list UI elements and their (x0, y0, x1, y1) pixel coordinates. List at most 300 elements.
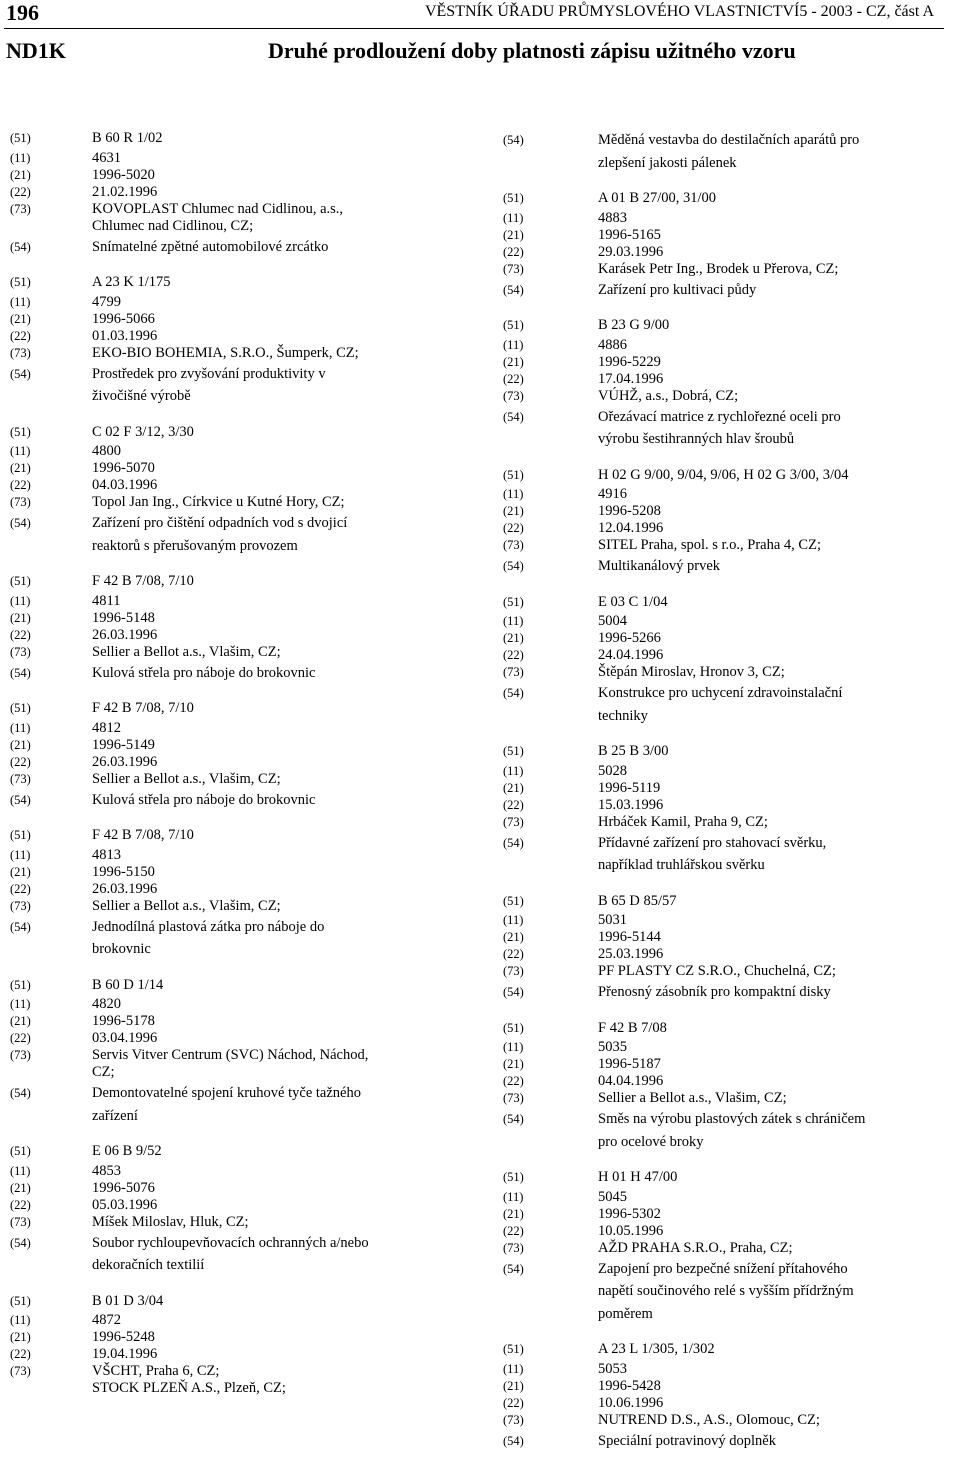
field-code: (73) (503, 1412, 524, 1427)
field-value: 01.03.1996 (92, 327, 158, 344)
field-value: 1996-5302 (598, 1205, 661, 1222)
field-code: (21) (503, 930, 524, 944)
field-code (503, 153, 598, 174)
field-row (10, 571, 430, 592)
field-value: B 25 B 3/00 (598, 743, 669, 759)
field-row (10, 1013, 430, 1030)
field-row (10, 771, 430, 788)
field-value: pro ocelové broky (598, 1133, 704, 1150)
field-code: (21) (10, 311, 31, 326)
field-code: (21) (10, 167, 31, 182)
page-number: 196 (6, 0, 39, 25)
field-value: PF PLASTY CZ S.R.O., Chuchelná, CZ; (598, 963, 836, 979)
field-row (503, 1361, 943, 1378)
field-code: (22) (10, 1347, 31, 1361)
field-code: (73) (10, 898, 31, 913)
field-row (503, 1431, 943, 1452)
field-code: (54) (10, 366, 31, 381)
patent-entry (10, 825, 430, 960)
field-value: živočišné výrobě (92, 388, 191, 404)
field-code: (73) (10, 644, 31, 659)
field-value: 10.05.1996 (598, 1222, 664, 1239)
field-code: (51) (10, 701, 31, 715)
field-row (503, 814, 943, 831)
field-code: (21) (503, 780, 524, 795)
field-code: (22) (503, 797, 524, 812)
field-row (10, 150, 430, 167)
field-row (503, 354, 943, 371)
continued-entry-title (503, 130, 943, 173)
field-code: (11) (10, 847, 31, 862)
field-code: (11) (503, 913, 524, 927)
field-code: (54) (503, 835, 524, 850)
field-row (10, 443, 430, 460)
field-value: NUTREND D.S., A.S., Olomouc, CZ; (598, 1411, 820, 1428)
field-code: (11) (10, 150, 31, 165)
field-value: Prostředek pro zvyšování produktivity v (92, 365, 326, 382)
field-row (503, 1206, 943, 1223)
field-value: Přídavné zařízení pro stahovací svěrku, (598, 834, 827, 851)
field-code (503, 1281, 598, 1302)
field-value: 4916 (598, 486, 627, 502)
field-value: STOCK PLZEŇ A.S., Plzeň, CZ; (92, 1380, 286, 1396)
field-row (10, 1047, 430, 1064)
field-value: Speciální potravinový doplněk (598, 1432, 776, 1449)
field-code: (11) (10, 294, 31, 309)
patent-entry (10, 1291, 430, 1398)
field-code (10, 386, 92, 407)
field-row (503, 592, 943, 613)
field-value: 15.03.1996 (598, 796, 664, 813)
field-value: B 60 R 1/02 (92, 130, 163, 146)
field-value: KOVOPLAST Chlumec nad Cidlinou, a.s., (92, 200, 344, 217)
field-row (10, 364, 430, 385)
field-row (10, 825, 430, 846)
field-value: Sellier a Bellot a.s., Vlašim, CZ; (598, 1090, 787, 1106)
field-row (10, 1141, 430, 1162)
field-code: (11) (503, 1189, 524, 1204)
field-row (503, 1412, 943, 1429)
field-row (10, 513, 430, 534)
field-row (503, 556, 943, 577)
field-value: A 23 K 1/175 (92, 274, 171, 290)
field-value: Karásek Petr Ing., Brodek u Přerova, CZ; (598, 260, 839, 277)
field-code: (21) (503, 1378, 524, 1393)
field-value: 5028 (598, 762, 627, 779)
field-code: (11) (503, 614, 524, 628)
field-value: 4800 (92, 443, 121, 459)
field-row (10, 1233, 430, 1254)
field-value: poměrem (598, 1305, 653, 1322)
field-code: (22) (10, 1197, 31, 1212)
field-value: B 60 D 1/14 (92, 976, 164, 993)
field-row (503, 855, 943, 876)
field-row (503, 486, 943, 503)
field-row (503, 520, 943, 537)
field-code: (22) (503, 947, 524, 961)
field-row (10, 663, 430, 684)
field-code: (21) (503, 1206, 524, 1221)
field-code: (51) (503, 318, 524, 332)
field-row (10, 237, 430, 258)
field-row (503, 630, 943, 647)
field-row (503, 741, 943, 762)
field-row (10, 184, 430, 201)
field-row (10, 1197, 430, 1214)
field-value: 1996-5178 (92, 1013, 155, 1029)
field-row (503, 1259, 943, 1280)
field-row (503, 912, 943, 929)
field-code (503, 1304, 598, 1325)
patent-entry (10, 975, 430, 1127)
field-value: 05.03.1996 (92, 1196, 158, 1213)
field-value: výrobu šestihranných hlav šroubů (598, 431, 795, 447)
field-code (10, 1106, 92, 1127)
field-code: (54) (503, 1261, 524, 1276)
field-row (503, 1056, 943, 1073)
field-value: 1996-5066 (92, 310, 155, 327)
field-row (503, 503, 943, 520)
field-value: 1996-5070 (92, 460, 155, 476)
field-row (503, 1090, 943, 1107)
field-code: (21) (10, 610, 31, 625)
field-code: (11) (10, 593, 31, 608)
field-code: (73) (503, 1091, 524, 1105)
field-value: 4883 (598, 209, 627, 226)
patent-entry (10, 698, 430, 810)
field-code: (22) (10, 1031, 31, 1045)
field-code: (11) (10, 444, 31, 458)
field-value: Demontovatelné spojení kruhové tyče tažného (92, 1085, 361, 1101)
field-value: 25.03.1996 (598, 946, 664, 962)
field-row (10, 610, 430, 627)
field-code: (54) (10, 919, 31, 934)
field-code: (51) (503, 744, 524, 758)
field-row (503, 763, 943, 780)
field-value: Hrbáček Kamil, Praha 9, CZ; (598, 813, 768, 830)
field-value: SITEL Praha, spol. s r.o., Praha 4, CZ; (598, 537, 821, 553)
field-row (10, 1180, 430, 1197)
field-value: 24.04.1996 (598, 647, 664, 663)
field-value: 1996-5428 (598, 1377, 661, 1394)
field-row (503, 429, 943, 450)
field-value: 4872 (92, 1312, 121, 1328)
field-value: dekoračních textilií (92, 1257, 205, 1273)
field-value: brokovnic (92, 941, 151, 957)
field-row (10, 294, 430, 311)
field-row (10, 1106, 430, 1127)
field-value: Topol Jan Ing., Církvice u Kutné Hory, CZ; (92, 494, 345, 510)
field-value: Měděná vestavba do destilačních aparátů pro (598, 132, 860, 148)
field-value: 29.03.1996 (598, 243, 664, 260)
patent-entry (503, 592, 943, 727)
field-row (503, 1039, 943, 1056)
field-value: EKO-BIO BOHEMIA, S.R.O., Šumperk, CZ; (92, 344, 359, 361)
field-row (10, 720, 430, 737)
field-row (503, 388, 943, 405)
field-row (503, 929, 943, 946)
field-row (10, 1291, 430, 1312)
field-value: E 06 B 9/52 (92, 1143, 162, 1159)
field-value: Ořezávací matrice z rychlořezné oceli pro (598, 408, 841, 425)
field-code: (22) (10, 881, 31, 896)
field-value: CZ; (92, 1064, 115, 1080)
field-value: Míšek Miloslav, Hluk, CZ; (92, 1213, 249, 1230)
field-row (10, 1346, 430, 1363)
patent-entry (503, 1339, 943, 1451)
field-code: (54) (10, 1086, 31, 1100)
patent-entry (503, 1018, 943, 1153)
field-value: 4813 (92, 846, 121, 863)
field-code (503, 1132, 598, 1153)
field-value: A 01 B 27/00, 31/00 (598, 190, 717, 206)
field-row (10, 201, 430, 218)
field-row (10, 1064, 430, 1081)
field-code: (22) (10, 478, 31, 492)
field-row (10, 422, 430, 443)
field-value: například truhlářskou svěrku (598, 857, 765, 873)
field-value: 1996-5208 (598, 503, 661, 519)
field-code: (51) (10, 1144, 31, 1158)
field-row (503, 1378, 943, 1395)
field-row (503, 1240, 943, 1257)
field-code (10, 939, 92, 960)
field-code: (11) (10, 997, 31, 1011)
field-value: C 02 F 3/12, 3/30 (92, 423, 194, 440)
field-value: Přenosný zásobník pro kompaktní disky (598, 984, 831, 1000)
field-code: (22) (503, 244, 524, 259)
field-code: (54) (503, 282, 524, 297)
field-code: (54) (503, 985, 524, 999)
field-value: 1996-5266 (598, 630, 661, 646)
field-value: reaktorů s přerušovaným provozem (92, 537, 298, 554)
field-code: (54) (10, 792, 31, 807)
field-value: 03.04.1996 (92, 1030, 158, 1046)
field-row (503, 188, 943, 209)
header-rule (4, 28, 944, 29)
field-row (503, 891, 943, 912)
field-code: (21) (503, 1057, 524, 1071)
field-row (10, 881, 430, 898)
field-code: (21) (503, 504, 524, 518)
field-row (10, 1329, 430, 1346)
patent-entry (503, 891, 943, 1003)
field-row (503, 465, 943, 486)
field-value: 5035 (598, 1039, 627, 1055)
field-code: (22) (10, 754, 31, 769)
field-code: (73) (10, 345, 31, 360)
field-value: Servis Vitver Centrum (SVC) Náchod, Náchod, (92, 1047, 369, 1063)
field-code: (22) (503, 1223, 524, 1238)
field-row (10, 737, 430, 754)
field-value: H 01 H 47/00 (598, 1169, 678, 1185)
field-value: Sellier a Bellot a.s., Vlašim, CZ; (92, 897, 281, 914)
field-row (10, 1030, 430, 1047)
field-code: (22) (503, 1074, 524, 1088)
field-row (10, 864, 430, 881)
field-code: (51) (10, 828, 31, 842)
field-code: (54) (503, 409, 524, 424)
field-value: 4820 (92, 996, 121, 1012)
field-value: 12.04.1996 (598, 520, 664, 536)
field-code: (51) (503, 1170, 524, 1184)
field-code: (21) (503, 354, 524, 369)
field-value: B 23 G 9/00 (598, 317, 670, 333)
field-value: 1996-5119 (598, 779, 661, 796)
field-code (503, 429, 598, 450)
field-value: 1996-5149 (92, 736, 155, 753)
field-code (10, 1064, 92, 1081)
field-code: (54) (10, 239, 31, 254)
field-code: (21) (10, 461, 31, 475)
patent-entry (10, 128, 430, 257)
field-row (503, 706, 943, 727)
field-row (10, 1083, 430, 1104)
patent-entry (503, 315, 943, 450)
patent-entry (10, 571, 430, 683)
field-row (503, 1167, 943, 1188)
field-row (503, 130, 943, 151)
field-code: (73) (503, 665, 524, 679)
field-row (10, 218, 430, 235)
field-code: (51) (10, 977, 31, 992)
field-row (503, 613, 943, 630)
field-code: (54) (10, 665, 31, 680)
field-code: (22) (10, 184, 31, 199)
field-code: (11) (10, 1313, 31, 1327)
field-code: (73) (503, 538, 524, 552)
field-row (10, 898, 430, 915)
field-row (503, 280, 943, 301)
field-code: (22) (503, 1395, 524, 1410)
left-column (10, 128, 430, 1412)
field-value: 1996-5144 (598, 929, 661, 945)
field-code: (73) (503, 964, 524, 978)
field-value: zlepšení jakosti pálenek (598, 154, 737, 171)
field-code: (22) (503, 371, 524, 386)
field-code (503, 706, 598, 727)
field-code: (54) (503, 1112, 524, 1126)
field-value: 1996-5150 (92, 863, 155, 880)
field-value: napětí součinového relé s vyšším přídržným (598, 1283, 854, 1299)
field-code: (51) (503, 893, 524, 908)
field-code: (51) (503, 1342, 524, 1356)
field-value: 1996-5076 (92, 1179, 155, 1196)
field-code: (73) (503, 388, 524, 403)
field-row (503, 946, 943, 963)
field-code: (21) (503, 631, 524, 645)
field-value: F 42 B 7/08, 7/10 (92, 827, 194, 843)
field-row (10, 1214, 430, 1231)
field-value: F 42 B 7/08, 7/10 (92, 573, 194, 589)
field-value: F 42 B 7/08, 7/10 (92, 700, 194, 716)
field-value: Sellier a Bellot a.s., Vlašim, CZ; (92, 770, 281, 787)
patent-entry (503, 741, 943, 876)
field-row (503, 244, 943, 261)
field-code: (54) (503, 133, 524, 147)
field-code: (73) (503, 1240, 524, 1255)
field-code: (21) (10, 864, 31, 879)
field-value: 1996-5187 (598, 1056, 661, 1072)
field-code: (51) (503, 594, 524, 609)
field-value: zařízení (92, 1107, 138, 1124)
journal-title: VĚSTNÍK ÚŘADU PRŮMYSLOVÉHO VLASTNICTVÍ5 - 2003 - CZ, část A (424, 3, 934, 20)
field-value: B 01 D 3/04 (92, 1292, 164, 1309)
field-code: (21) (10, 737, 31, 752)
field-value: 10.06.1996 (598, 1394, 664, 1411)
field-row (503, 1109, 943, 1130)
field-row (503, 1189, 943, 1206)
field-code: (73) (10, 1048, 31, 1062)
field-row (503, 1132, 943, 1153)
field-value: 4812 (92, 719, 121, 736)
field-row (503, 537, 943, 554)
field-value: 1996-5229 (598, 353, 661, 370)
field-value: Snímatelné zpětné automobilové zrcátko (92, 238, 329, 255)
field-row (10, 272, 430, 293)
field-value: Zapojení pro bezpečné snížení přítahového (598, 1260, 848, 1277)
field-value: 1996-5165 (598, 226, 661, 243)
field-row (10, 477, 430, 494)
field-row (10, 754, 430, 771)
field-code: (22) (503, 521, 524, 535)
field-code: (21) (10, 1014, 31, 1028)
field-value: 5053 (598, 1360, 627, 1377)
field-code: (54) (503, 1433, 524, 1448)
field-value: 1996-5148 (92, 609, 155, 626)
right-column (503, 128, 943, 1466)
field-value: 4853 (92, 1162, 121, 1179)
field-row (503, 1281, 943, 1302)
patent-entry (503, 465, 943, 577)
field-code: (11) (10, 720, 31, 735)
field-value: 04.04.1996 (598, 1073, 664, 1089)
field-code (10, 536, 92, 557)
field-code: (22) (503, 648, 524, 662)
field-value: Štěpán Miroslav, Hronov 3, CZ; (598, 664, 785, 680)
field-row (10, 1255, 430, 1276)
field-code: (11) (10, 1163, 31, 1178)
field-row (503, 407, 943, 428)
field-row (503, 261, 943, 278)
field-value: Směs na výrobu plastových zátek s chráničem (598, 1111, 866, 1127)
field-row (10, 1380, 430, 1397)
field-code: (11) (503, 1361, 524, 1376)
field-row (10, 328, 430, 345)
field-value: 5004 (598, 613, 627, 629)
field-code: (11) (503, 763, 524, 778)
field-row (503, 664, 943, 681)
field-row (503, 227, 943, 244)
field-value: 5045 (598, 1188, 627, 1205)
field-row (503, 1073, 943, 1090)
field-code: (22) (10, 627, 31, 642)
field-code: (73) (503, 814, 524, 829)
field-value: VŠCHT, Praha 6, CZ; (92, 1363, 220, 1379)
field-row (10, 644, 430, 661)
field-row (503, 982, 943, 1003)
field-value: AŽD PRAHA S.R.O., Praha, CZ; (598, 1239, 793, 1256)
field-value: Kulová střela pro náboje do brokovnic (92, 791, 316, 808)
field-row (503, 210, 943, 227)
field-code: (51) (503, 467, 524, 482)
field-code (10, 218, 92, 235)
field-row (10, 311, 430, 328)
field-code: (11) (503, 1040, 524, 1054)
section-code: ND1K (6, 38, 66, 63)
field-value: 26.03.1996 (92, 880, 158, 897)
field-row (10, 847, 430, 864)
